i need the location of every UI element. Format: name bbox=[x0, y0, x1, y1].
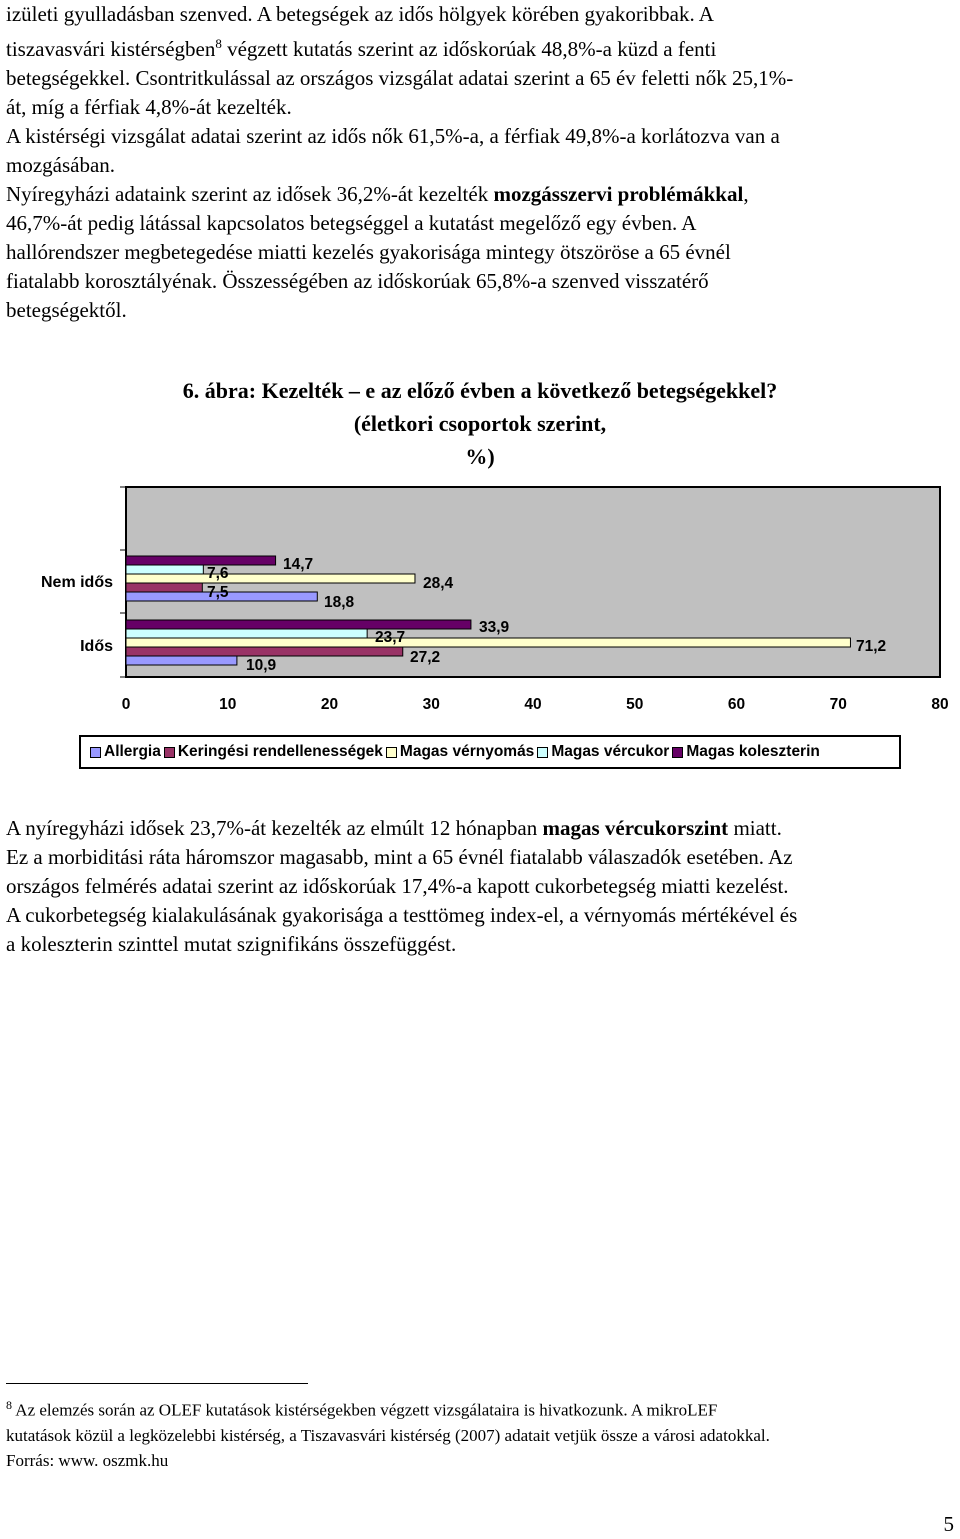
legend-swatch bbox=[386, 747, 397, 758]
footnote-line: kutatások közül a legközelebbi kistérség, a Tiszavasvári kistérség (2007) adatait vetjük össze a városi adatokkal. bbox=[6, 1425, 770, 1445]
legend-swatch bbox=[90, 747, 101, 758]
legend-item bbox=[386, 743, 534, 761]
text-segment: Az elemzés során az OLEF kutatások kistérségekben végzett vizsgálataira is hivatkozunk. A mikroLEF bbox=[12, 1400, 718, 1420]
chart-legend bbox=[79, 735, 901, 769]
text-line bbox=[6, 814, 956, 843]
legend-item bbox=[537, 743, 669, 761]
text-line: fiatalabb korosztályénak. Összességében az időskorúak 65,8%-a szenved visszatérő bbox=[6, 269, 709, 293]
footnote-line bbox=[6, 1393, 956, 1423]
legend-item bbox=[672, 743, 820, 761]
figure-title bbox=[0, 374, 960, 473]
bar bbox=[126, 656, 237, 665]
footnote bbox=[6, 1393, 956, 1473]
footnote-number: 8 bbox=[6, 1398, 12, 1412]
figure-title-line: %) bbox=[465, 444, 495, 469]
bar bbox=[126, 629, 367, 638]
legend-label: Magas koleszterin bbox=[686, 743, 820, 760]
text-line: betegségekkel. Csontritkulással az országos vizsgálat adatai szerint a 65 év feletti nők 25,1%- bbox=[6, 66, 794, 90]
legend-swatch bbox=[537, 747, 548, 758]
data-label: 23,7 bbox=[375, 629, 406, 646]
bar bbox=[126, 574, 415, 583]
text-segment: miatt. bbox=[728, 816, 782, 840]
text-line: országos felmérés adatai szerint az időskorúak 17,4%-a kapott cukorbetegség miatti kezelést. bbox=[6, 874, 789, 898]
bold-term: mozgásszervi problémákkal bbox=[493, 182, 744, 206]
bar bbox=[126, 638, 850, 647]
body-text-top bbox=[6, 0, 956, 325]
text-line: A cukorbetegség kialakulásának gyakorisága a testtömeg index-el, a vérnyomás mértékével és bbox=[6, 903, 798, 927]
legend-swatch bbox=[672, 747, 683, 758]
data-label: 14,7 bbox=[283, 556, 314, 573]
data-label: 18,8 bbox=[324, 594, 355, 611]
text-line: a koleszterin szinttel mutat szignifikáns összefüggést. bbox=[6, 932, 457, 956]
x-tick-label: 80 bbox=[931, 696, 949, 713]
figure-title-line: (életkori csoportok szerint, bbox=[353, 411, 607, 436]
data-label: 7,6 bbox=[207, 565, 229, 582]
data-label: 71,2 bbox=[856, 638, 887, 655]
text-line: betegségektől. bbox=[6, 298, 127, 322]
x-tick-label: 30 bbox=[422, 696, 440, 713]
category-label: Nem idős bbox=[40, 574, 113, 591]
text-segment: végzett kutatás szerint az időskorúak 48,8%-a küzd a fenti bbox=[221, 37, 717, 61]
bar bbox=[126, 647, 403, 656]
bar bbox=[126, 583, 202, 592]
bar bbox=[126, 556, 276, 565]
data-label: 27,2 bbox=[410, 649, 441, 666]
legend-label: Keringési rendellenességek bbox=[177, 743, 383, 760]
x-tick-label: 0 bbox=[121, 696, 131, 713]
bar bbox=[126, 565, 203, 574]
x-tick-label: 20 bbox=[320, 696, 339, 713]
data-label: 33,9 bbox=[479, 619, 510, 636]
text-line: Ez a morbiditási ráta háromszor magasabb, mint a 65 évnél fiatalabb válaszadók esetében. Az bbox=[6, 845, 793, 869]
data-label: 10,9 bbox=[246, 657, 277, 674]
footnote-separator bbox=[6, 1383, 308, 1384]
text-line: mozgásában. bbox=[6, 153, 116, 177]
bar-chart bbox=[0, 470, 960, 780]
x-tick-label: 60 bbox=[727, 696, 746, 713]
footnote-line: Forrás: www. oszmk.hu bbox=[6, 1450, 169, 1470]
text-line bbox=[6, 180, 956, 209]
data-label: 7,5 bbox=[207, 584, 229, 601]
text-segment: tiszavasvári kistérségben bbox=[6, 37, 216, 61]
x-tick-label: 40 bbox=[524, 696, 542, 713]
page-number: 5 bbox=[943, 1512, 954, 1536]
category-label: Idős bbox=[80, 638, 113, 655]
text-segment: Nyíregyházi adataink szerint az idősek 36,2%-át kezelték bbox=[6, 182, 494, 206]
legend-item bbox=[164, 743, 383, 761]
text-line: hallórendszer megbetegedése miatti kezelés gyakorisága mintegy ötszöröse a 65 évnél bbox=[6, 240, 731, 264]
bar bbox=[126, 620, 471, 629]
legend-label: Magas vércukor bbox=[551, 743, 670, 760]
text-line: A kistérségi vizsgálat adatai szerint az idős nők 61,5%-a, a férfiak 49,8%-a korlátozva van a bbox=[6, 124, 780, 148]
text-line: izületi gyulladásban szenved. A betegségek az idős hölgyek körében gyakoribbak. A bbox=[6, 2, 714, 26]
x-tick-label: 70 bbox=[829, 696, 847, 713]
text-line bbox=[6, 29, 956, 64]
text-segment: , bbox=[743, 182, 749, 206]
data-label: 28,4 bbox=[423, 575, 454, 592]
text-line: 46,7%-át pedig látással kapcsolatos betegséggel a kutatást megelőző egy évben. A bbox=[6, 211, 697, 235]
legend-swatch bbox=[164, 747, 175, 758]
text-line: át, míg a férfiak 4,8%-át kezelték. bbox=[6, 95, 292, 119]
bold-term: magas vércukorszint bbox=[542, 816, 729, 840]
x-tick-label: 10 bbox=[219, 696, 237, 713]
figure-title-line: 6. ábra: Kezelték – e az előző évben a következő betegségekkel? bbox=[182, 378, 778, 403]
legend-label: Allergia bbox=[104, 743, 161, 760]
body-text-bottom bbox=[6, 814, 956, 959]
footnote-ref: 8 bbox=[215, 36, 222, 51]
text-segment: A nyíregyházi idősek 23,7%-át kezelték az elmúlt 12 hónapban bbox=[6, 816, 543, 840]
legend-label: Magas vérnyomás bbox=[399, 743, 535, 760]
legend-item bbox=[90, 743, 161, 761]
x-tick-label: 50 bbox=[626, 696, 644, 713]
bar-chart-svg bbox=[0, 470, 960, 730]
